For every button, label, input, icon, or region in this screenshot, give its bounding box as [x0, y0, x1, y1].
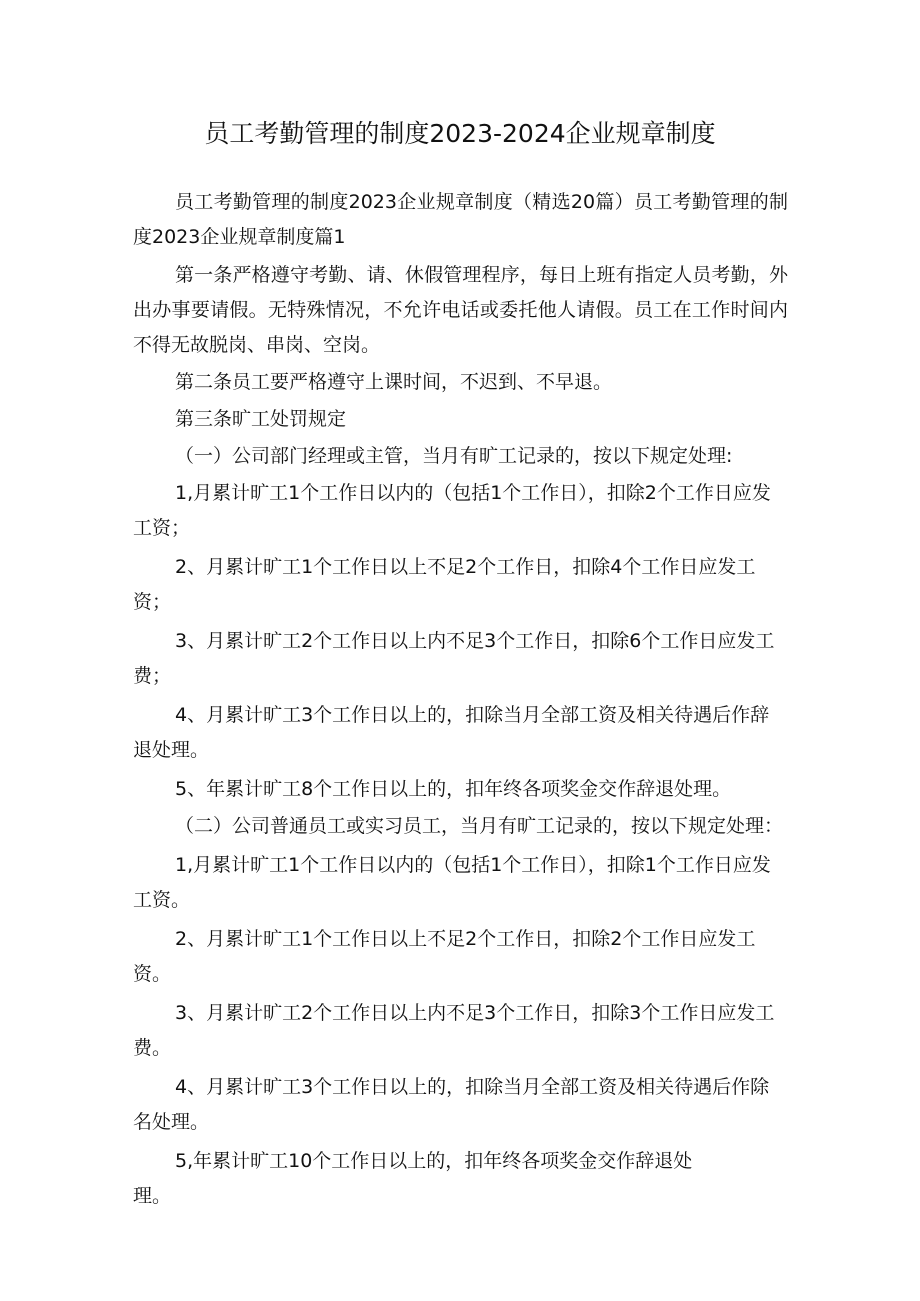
paragraph-intro: 员工考勤管理的制度2023企业规章制度（精选20篇）员工考勤管理的制度2023企业规章制度篇1	[133, 191, 788, 248]
list-item-staff-1: 1,月累计旷工1个工作日以内的（包括1个工作日），扣除1个工作日应发工资。	[133, 854, 771, 911]
list-item-staff-4: 4、月累计旷工3个工作日以上的，扣除当月全部工资及相关待遇后作除名处理。	[133, 1076, 770, 1133]
document-title: 员工考勤管理的制度2023-2024企业规章制度	[204, 119, 716, 148]
list-item-staff-5: 5,年累计旷工10个工作日以上的，扣年终各项奖金交作辞退处理。	[133, 1150, 693, 1207]
document-body	[133, 185, 788, 1214]
list-item-staff-3: 3、月累计旷工2个工作日以上内不足3个工作日，扣除3个工作日应发工费。	[133, 1002, 775, 1059]
list-item-manager-5: 5、年累计旷工8个工作日以上的，扣年终各项奖金交作辞退处理。	[175, 778, 732, 800]
paragraph-article-2: 第二条员工要严格遵守上课时间，不迟到、不早退。	[175, 371, 613, 393]
paragraph-article-3-heading: 第三条旷工处罚规定	[175, 408, 347, 430]
list-item-manager-3: 3、月累计旷工2个工作日以上内不足3个工作日，扣除6个工作日应发工费；	[133, 630, 775, 687]
paragraph-section-1-heading: （一）公司部门经理或主管，当月有旷工记录的，按以下规定处理:	[175, 445, 733, 467]
list-item-staff-2: 2、月累计旷工1个工作日以上不足2个工作日，扣除2个工作日应发工资。	[133, 928, 756, 985]
paragraph-article-1: 第一条严格遵守考勤、请、休假管理程序，每日上班有指定人员考勤，外出办事要请假。无特殊情况，不允许电话或委托他人请假。员工在工作时间内不得无故脱岗、串岗、空岗。	[133, 264, 788, 356]
paragraph-section-2-heading: （二）公司普通员工或实习员工，当月有旷工记录的，按以下规定处理：	[175, 815, 784, 837]
list-item-manager-2: 2、月累计旷工1个工作日以上不足2个工作日，扣除4个工作日应发工资；	[133, 556, 756, 613]
list-item-manager-1: 1,月累计旷工1个工作日以内的（包括1个工作日），扣除2个工作日应发工资；	[133, 482, 771, 539]
list-item-manager-4: 4、月累计旷工3个工作日以上的，扣除当月全部工资及相关待遇后作辞退处理。	[133, 704, 770, 761]
